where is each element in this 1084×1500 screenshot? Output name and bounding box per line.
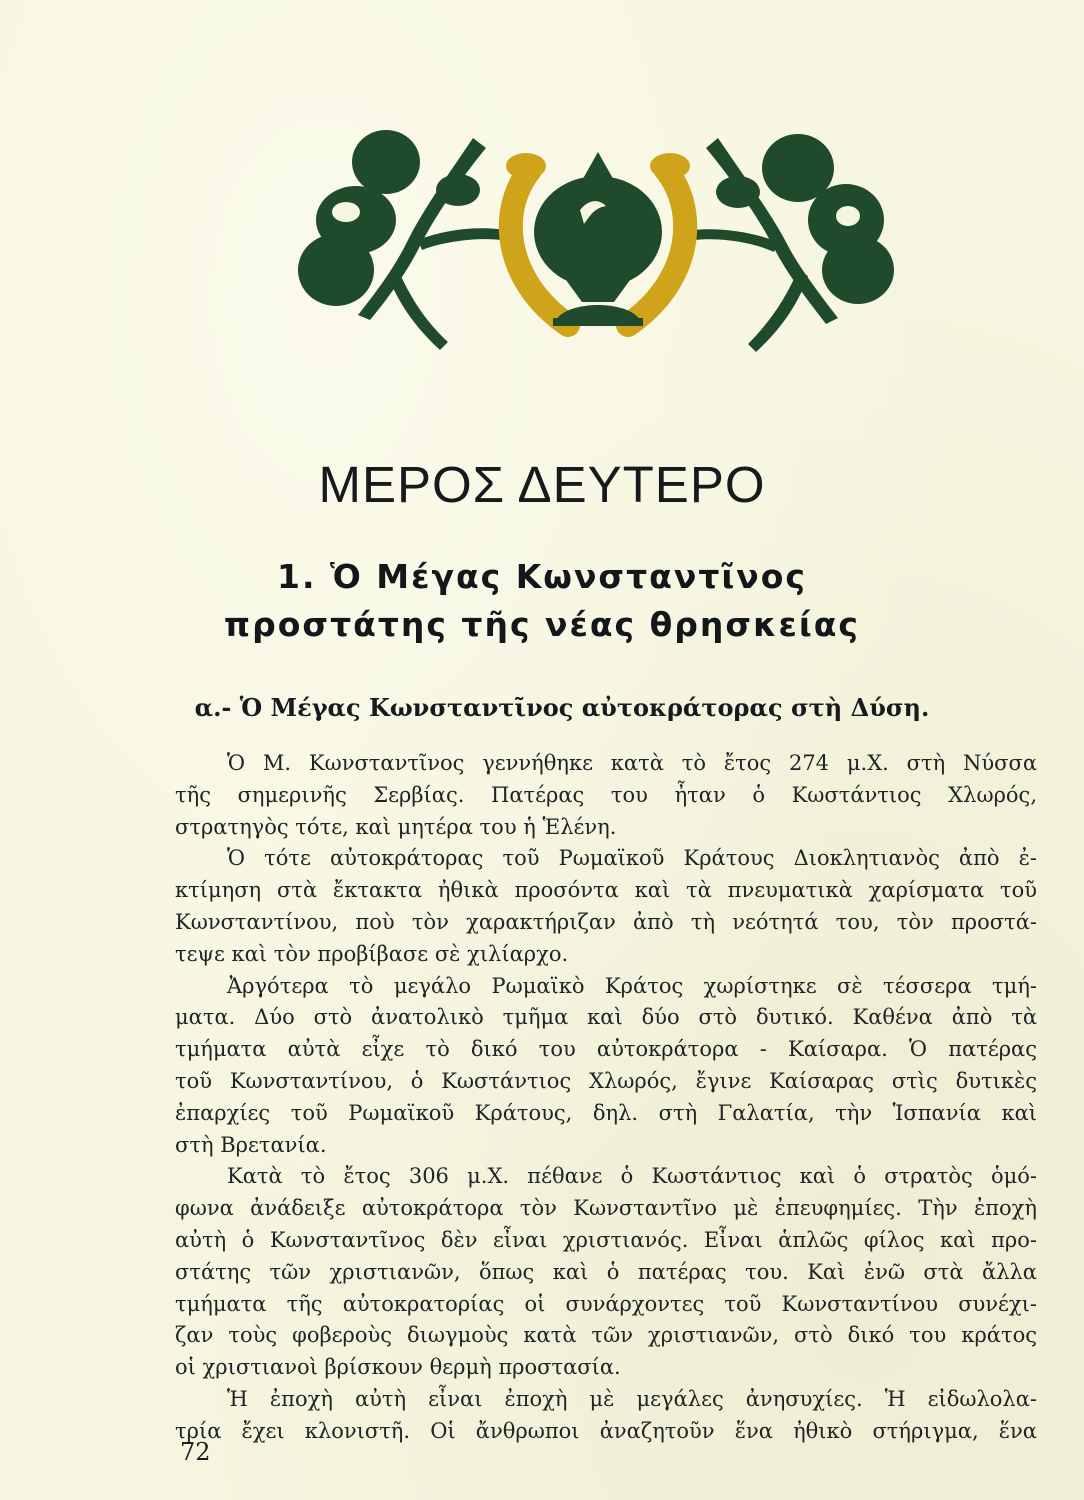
text-line: κτίμηση στὰ ἔκτακτα ἠθικὰ προσόντα καὶ τὰ πνευματικὰ χαρίσματα τοῦ [175, 878, 1037, 903]
left-clover-icon [298, 130, 513, 350]
text-line: ἐπαρχίες τοῦ Ρωμαϊκοῦ Κράτους, δηλ. στὴ Γαλατία, τὴν Ἱσπανία καὶ [175, 1100, 1037, 1125]
text-line: φωνα ἀνάδειξε αὐτοκράτορα τὸν Κωνσταντῖνο μὲ ἐπευφημίες. Τὴν ἐποχὴ [175, 1196, 1037, 1221]
chapter-title-line-2: προστάτης τῆς νέας θρησκείας [224, 605, 860, 644]
text-line: Ἀργότερα τὸ μεγάλο Ρωμαϊκὸ Κράτος χωρίστηκε σὲ τέσσερα τμή- [227, 973, 1037, 998]
text-line: Κωνσταντίνου, ποὺ τὸν χαρακτήριζαν ἀπὸ τὴ νεότητά του, τὸν προστά- [175, 909, 1037, 934]
text-line: τῆς σημερινῆς Σερβίας. Πατέρας του ἦταν ὁ Κωστάντιος Χλωρός, [175, 782, 1037, 807]
text-line: ματα. Δύο στὸ ἀνατολικὸ τμῆμα καὶ δύο στὸ δυτικό. Καθένα ἀπὸ τὰ [175, 1005, 1037, 1030]
text-line: Ἡ ἐποχὴ αὐτὴ εἶναι ἐποχὴ μὲ μεγάλες ἀνησυχίες. Ἡ εἰδωλολα- [227, 1386, 1037, 1411]
text-line: Ὁ τότε αὐτοκράτορας τοῦ Ρωμαϊκοῦ Κράτους Διοκλητιανὸς ἀπὸ ἐ- [227, 846, 1037, 871]
text-line: οἱ χριστιανοὶ βρίσκουν θερμὴ προστασία. [175, 1355, 621, 1380]
text-line: τμήματα τῆς αὐτοκρατορίας οἱ συνάρχοντες τοῦ Κωνσταντίνου συνέχι- [175, 1291, 1037, 1316]
chapter-title-line-1: 1. Ὁ Μέγας Κωνσταντῖνος [277, 557, 807, 596]
floral-ornament-icon [298, 120, 898, 355]
part-title: ΜΕΡΟΣ ΔΕΥΤΕΡΟ [318, 456, 766, 513]
chapter-title [0, 553, 1084, 649]
right-clover-icon [683, 134, 894, 352]
text-line: ζαν τοὺς φοβεροὺς διωγμοὺς κατὰ τῶν χριστιανῶν, στὸ δικό του κράτος [175, 1323, 1037, 1348]
page-number: 72 [180, 1438, 211, 1466]
text-line: τοῦ Κωνσταντίνου, ὁ Κωστάντιος Χλωρός, ἔγινε Καίσαρας στὶς δυτικὲς [175, 1068, 1037, 1093]
text-line: στὴ Βρετανία. [175, 1132, 327, 1157]
text-line: στρατηγὸς τότε, καὶ μητέρα του ἡ Ἑλένη. [175, 814, 617, 839]
text-line: τμήματα αὐτὰ εἶχε τὸ δικό του αὐτοκράτορα - Καίσαρα. Ὁ πατέρας [175, 1037, 1037, 1062]
text-line: Ὁ Μ. Κωνσταντῖνος γεννήθηκε κατὰ τὸ ἔτος 274 μ.Χ. στὴ Νύσσα [227, 751, 1037, 775]
text-line: Κατὰ τὸ ἔτος 306 μ.Χ. πέθανε ὁ Κωστάντιος καὶ ὁ στρατὸς ὁμό- [227, 1164, 1037, 1189]
text-line: στάτης τῶν χριστιανῶν, ὅπως καὶ ὁ πατέρας του. Καὶ ἐνῶ στὰ ἄλλα [175, 1259, 1037, 1284]
body-text [175, 748, 1037, 1448]
text-line: τεψε καὶ τὸν προβίβασε σὲ χιλίαρχο. [175, 941, 569, 966]
section-subheading: α.- Ὁ Μέγας Κωνσταντῖνος αὐτοκράτορας στὴ Δύση. [194, 693, 930, 722]
text-line: αὐτὴ ὁ Κωνσταντῖνος δὲν εἶναι χριστιανός. Εἶναι ἁπλῶς φίλος καὶ προ- [175, 1227, 1037, 1252]
text-line: τρία ἔχει κλονιστῆ. Οἱ ἄνθρωποι ἀναζητοῦν ἕνα ἠθικὸ στήριγμα, ἕνα [175, 1418, 1037, 1443]
